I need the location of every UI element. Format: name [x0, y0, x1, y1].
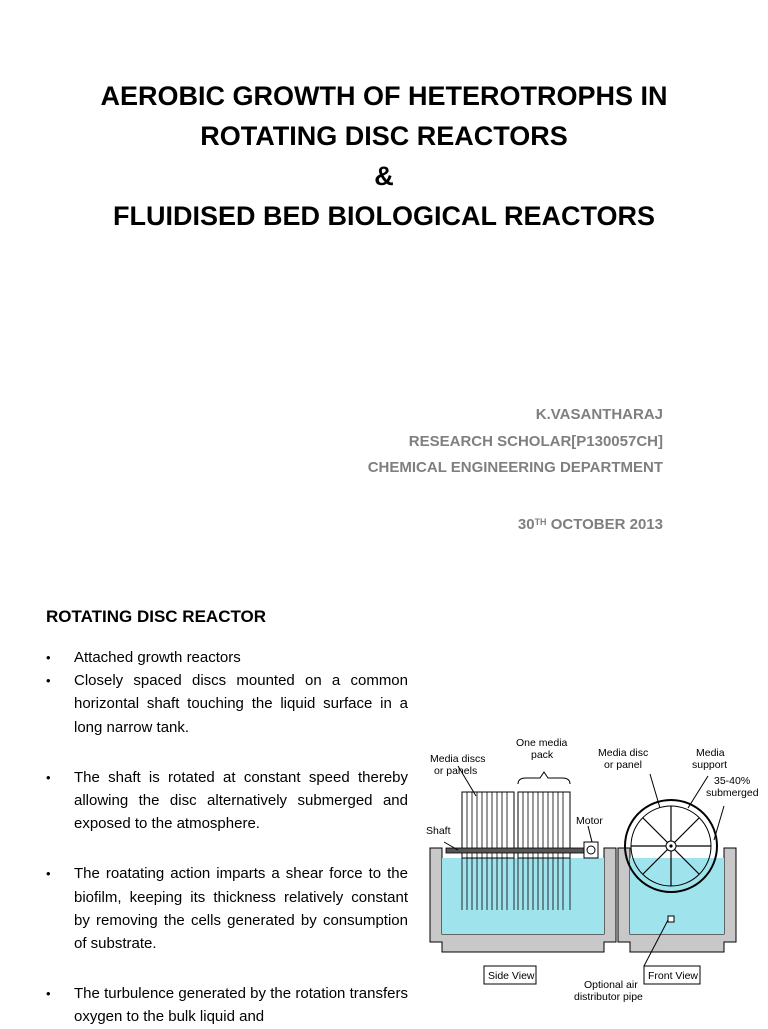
slide-title	[40, 76, 728, 236]
label-side-view: Side View	[488, 970, 535, 982]
label-media-discs: Media discs	[430, 753, 486, 765]
reactor-diagram-svg	[424, 730, 764, 1006]
motor	[584, 842, 598, 858]
label-optional-air: Optional air	[584, 979, 638, 991]
presentation-date: 30TH OCTOBER 2013	[517, 515, 663, 533]
title-line: &	[374, 161, 394, 191]
title-line: FLUIDISED BED BIOLOGICAL REACTORS	[112, 201, 656, 231]
author-name: K.VASANTHARAJ	[535, 406, 663, 423]
section-heading: ROTATING DISC REACTOR	[46, 607, 267, 626]
author-block	[368, 402, 663, 538]
label-shaft: Shaft	[426, 825, 451, 837]
author-role: RESEARCH SCHOLAR[P130057CH]	[408, 432, 663, 450]
bullet-icon: •	[46, 866, 51, 882]
title-line: ROTATING DISC REACTORS	[200, 121, 568, 151]
label-submerged: submerged	[706, 787, 759, 799]
label-percent: 35-40%	[714, 775, 751, 787]
content-slide	[0, 580, 768, 1024]
air-distributor-pipe	[668, 916, 674, 922]
label-or-panels: or panels	[434, 765, 478, 777]
title-line: AEROBIC GROWTH OF HETEROTROPHS IN	[100, 81, 668, 111]
bullet-icon: •	[46, 650, 51, 665]
bullet-item: • The turbulence generated by the rotation transfers oxygen to the bulk liquid and	[46, 982, 408, 1028]
bullet-list	[46, 646, 408, 1029]
rotating-disc-diagram	[424, 730, 764, 1006]
bullet-icon: •	[46, 769, 51, 785]
label-media-disc: Media disc	[598, 747, 649, 759]
label-media: Media	[696, 747, 725, 759]
label-front-view: Front View	[648, 970, 698, 982]
bullet-icon: •	[46, 986, 51, 1002]
side-view	[426, 737, 616, 984]
author-department: CHEMICAL ENGINEERING DEPARTMENT	[367, 459, 663, 476]
label-or-panel: or panel	[604, 759, 642, 771]
bullet-icon: •	[46, 673, 51, 689]
bullet-item: • The roatating action imparts a shear force to the biofilm, keeping its thickness relatively constant by removing the cells generated by consumption of substrate.	[46, 862, 408, 955]
label-one-media: One media	[516, 737, 568, 749]
label-pack: pack	[531, 749, 554, 761]
label-distributor-pipe: distributor pipe	[574, 991, 643, 1003]
label-motor: Motor	[576, 815, 603, 827]
bullet-item: • The shaft is rotated at constant speed thereby allowing the disc alternatively submerged and exposed to the atmosphere.	[46, 766, 408, 836]
label-support: support	[692, 759, 728, 771]
bullet-item: • Closely spaced discs mounted on a common horizontal shaft touching the liquid surface in a long narrow tank.	[46, 669, 408, 739]
bullet-item: • Attached growth reactors	[46, 646, 408, 669]
shaft	[446, 848, 586, 853]
